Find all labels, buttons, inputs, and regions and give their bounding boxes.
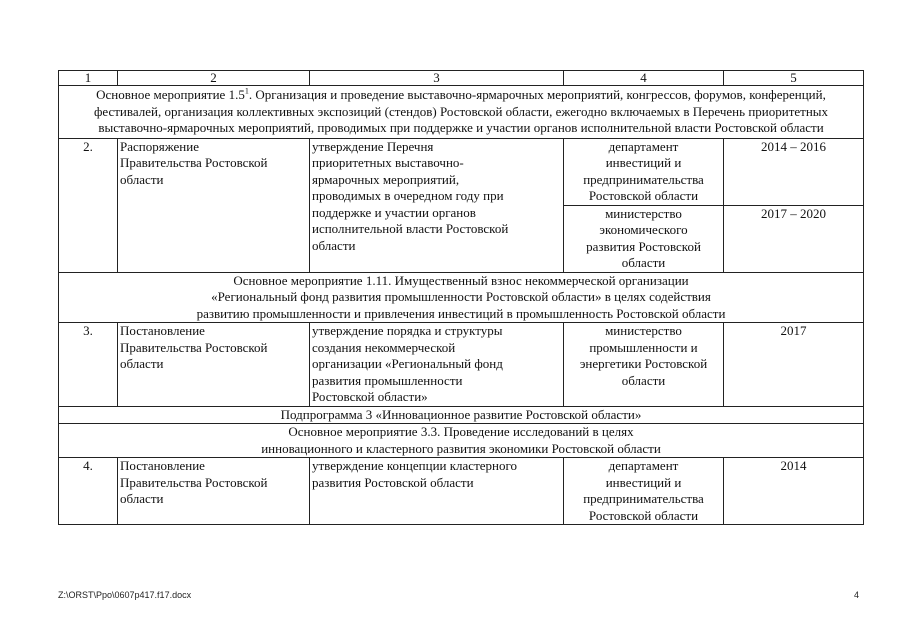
row-3-document: Постановление Правительства Ростовской области — [118, 323, 310, 407]
section-1-11-text: Основное мероприятие 1.11. Имущественный взнос некоммерческой организации «Региональный фонд развития промышленности Ростовской области» в целях содействия развитию промышленности и привлечения инвестиций в промышленность Ростовской области — [59, 272, 864, 323]
row-2-executor-2: министерство экономического развития Ростовской области — [564, 205, 724, 272]
table-row-2a — [59, 138, 864, 205]
row-3-executor: министерство промышленности и энергетики Ростовской области — [564, 323, 724, 407]
row-4-period: 2014 — [724, 458, 864, 525]
header-col-3: 3 — [310, 71, 564, 86]
file-path-footer: Z:\ORST\Ppo\0607p417.f17.docx — [58, 590, 192, 600]
row-2-subject: утверждение Перечня приоритетных выставочно- ярмарочных мероприятий, проводимых в очередном году при поддержке и участии органов исполнительной власти Ростовской области — [310, 138, 564, 272]
row-3-number: 3. — [59, 323, 118, 407]
row-3-subject: утверждение порядка и структуры создания некоммерческой организации «Региональный фонд развития промышленности Ростовской области» — [310, 323, 564, 407]
row-2-period-1: 2014 – 2016 — [724, 138, 864, 205]
row-4-subject: утверждение концепции кластерного развития Ростовской области — [310, 458, 564, 525]
table-row-3 — [59, 323, 864, 407]
row-2-period-2: 2017 – 2020 — [724, 205, 864, 272]
row-2-document: Распоряжение Правительства Ростовской области — [118, 138, 310, 272]
row-4-number: 4. — [59, 458, 118, 525]
row-2-number: 2. — [59, 138, 118, 272]
section-1-5-text-a: Основное мероприятие 1.5 — [96, 87, 245, 102]
footnote-marker: 1 — [244, 86, 249, 96]
section-row-1-5 — [59, 86, 864, 139]
row-2-executor-1: департамент инвестиций и предпринимательства Ростовской области — [564, 138, 724, 205]
page-number: 4 — [853, 590, 859, 600]
subprogram-row — [59, 406, 864, 424]
header-col-4: 4 — [564, 71, 724, 86]
section-1-5-text — [59, 86, 864, 139]
header-col-5: 5 — [724, 71, 864, 86]
section-1-5-text-b: . Организация и проведение выставочно-ярмарочных мероприятий, конгрессов, форумов, конференций, фестивалей, организация коллективных экспозиций (стендов) Ростовской области, ежегодно включаемых в Перечень приоритетных выставочно-ярмарочных мероприятий, проводимых при поддержке и участии органов исполнительной власти Ростовской области — [93, 87, 829, 135]
section-3-3-text: Основное мероприятие 3.3. Проведение исследований в целях инновационного и кластерного развития экономики Ростовской области — [59, 424, 864, 458]
section-row-3-3 — [59, 424, 864, 458]
header-row — [59, 71, 864, 86]
table-row-4 — [59, 458, 864, 525]
row-4-executor: департамент инвестиций и предпринимательства Ростовской области — [564, 458, 724, 525]
header-col-2: 2 — [118, 71, 310, 86]
header-col-1: 1 — [59, 71, 118, 86]
document-table — [58, 70, 864, 525]
section-row-1-11 — [59, 272, 864, 323]
row-4-document: Постановление Правительства Ростовской области — [118, 458, 310, 525]
row-3-period: 2017 — [724, 323, 864, 407]
subprogram-title: Подпрограмма 3 «Инновационное развитие Ростовской области» — [59, 406, 864, 424]
